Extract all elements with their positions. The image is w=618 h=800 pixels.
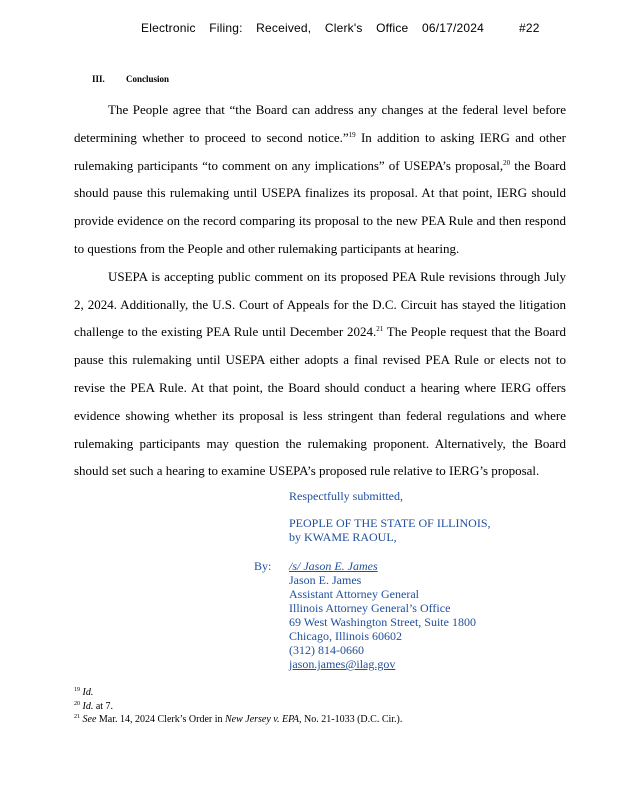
- footnote-number: 21: [74, 714, 80, 720]
- footnote-19: [74, 686, 402, 700]
- signer-city: Chicago, Illinois 60602: [289, 629, 402, 643]
- footnotes: [74, 686, 402, 727]
- by-label: By:: [254, 559, 272, 573]
- footnote-signal: See: [82, 714, 97, 725]
- paragraph-1-text-a: The People agree that “the Board can address any changes at the federal level before determining whether to proceed to second notice.”: [74, 102, 566, 145]
- section-number: III.: [92, 74, 105, 84]
- footnote-ref-19: 19: [348, 130, 356, 139]
- signer-street: 69 West Washington Street, Suite 1800: [289, 615, 476, 629]
- signature-block: [289, 489, 491, 544]
- footnote-italic: Id.: [82, 687, 94, 698]
- paragraph-1-text-b: In addition to asking IERG and other rulemaking participants “to comment on any implications” of USEPA’s proposal,: [74, 129, 566, 173]
- signer-email-link[interactable]: jason.james@ilag.gov: [289, 657, 396, 671]
- section-heading: [92, 74, 169, 84]
- section-title: Conclusion: [126, 74, 170, 84]
- electronic-signature: /s/ Jason E. James: [289, 559, 378, 573]
- signer-phone: (312) 814-0660: [289, 643, 364, 657]
- footnote-number: 20: [74, 700, 80, 707]
- footnote-20: [74, 700, 402, 714]
- signer-details: [289, 559, 476, 671]
- paragraph-2-text-b: The People request that the Board pause this rulemaking until USEPA either adopts a final revised PEA Rule or elects not to revise the PEA Rule. At that point, the Board should conduct a hearing where IERG offers evidence showing whether its proposal is less stringent than federal regulations and where rulemaking participants may question the rulemaking proponent. Alternatively, the Board should set such a hearing to examine USEPA’s proposed rule relative to IERG’s proposal.: [74, 324, 567, 479]
- paragraph-2-text-a: USEPA is accepting public comment on its proposed PEA Rule revisions through July 2, 2024. Additionally, the U.S. Court of Appeals for the D.C. Circuit has stayed the litigation challenge to the existing PEA Rule until December 2024.: [74, 268, 566, 340]
- footnote-number: 19: [74, 687, 80, 693]
- footnote-text: at 7.: [93, 700, 114, 712]
- footnote-ref-20: 20: [503, 158, 511, 167]
- signer-title: Assistant Attorney General: [289, 587, 419, 601]
- document-number: #22: [519, 21, 540, 35]
- footnote-case-name: New Jersey v. EPA: [224, 714, 300, 725]
- footnote-citation: , No. 21-1033 (D.C. Cir.).: [299, 714, 403, 725]
- footnote-text: Mar. 14, 2024 Clerk’s Order in: [96, 714, 225, 725]
- footnote-italic: Id.: [82, 700, 94, 712]
- signer-office: Illinois Attorney General’s Office: [289, 601, 451, 615]
- paragraph-2: [74, 263, 566, 485]
- footnote-ref-21: 21: [376, 325, 384, 334]
- conclusion-body: [74, 96, 566, 485]
- filing-stamp: Electronic Filing: Received, Clerk's Office 06/17/2024: [141, 21, 485, 35]
- paragraph-1: [74, 96, 566, 263]
- signer-name: Jason E. James: [289, 573, 362, 587]
- footnote-21: [74, 713, 402, 727]
- paragraph-1-text-c: the Board should pause this rulemaking until USEPA finalizes its proposal. At that point, IERG should provide evidence on the record comparing its proposal to the new PEA Rule and then respond to questions from the People and other rulemaking participants at hearing.: [74, 157, 566, 256]
- party-name: PEOPLE OF THE STATE OF ILLINOIS,: [289, 516, 491, 530]
- party-by: by KWAME RAOUL,: [289, 530, 397, 544]
- respectfully-submitted: Respectfully submitted,: [289, 489, 403, 503]
